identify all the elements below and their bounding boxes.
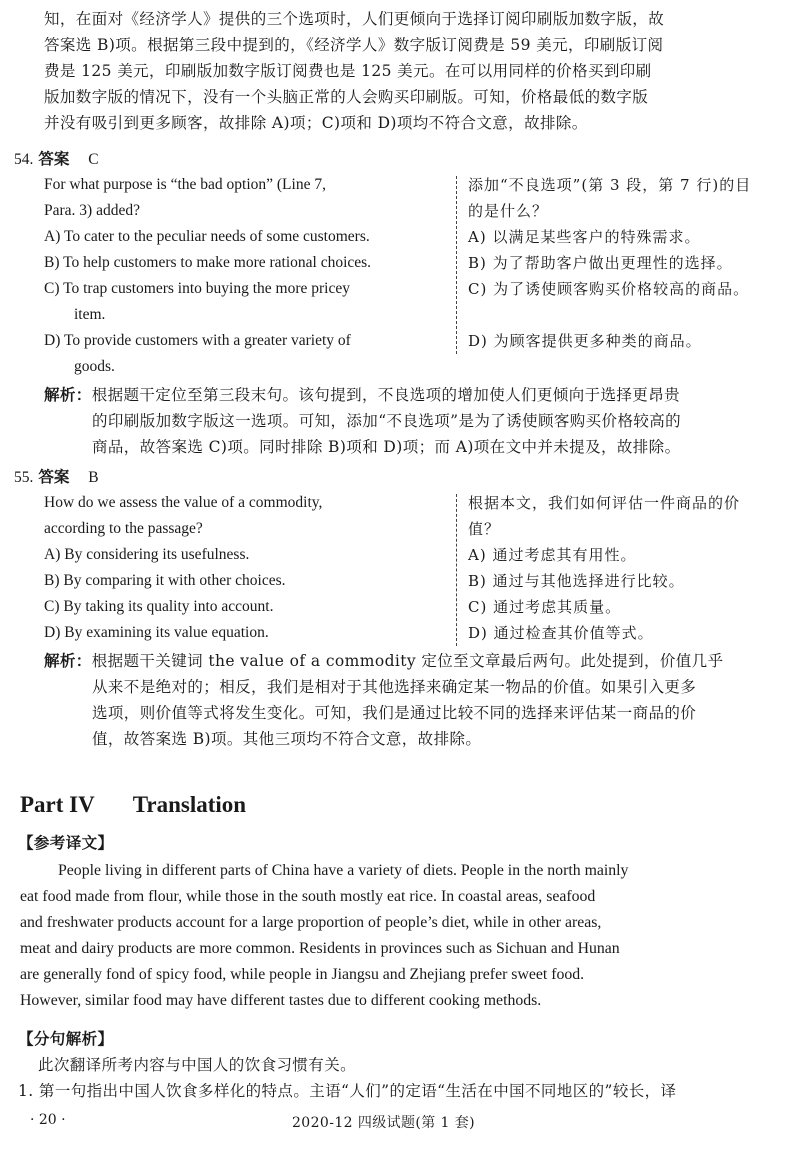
analysis-line: 值，故答案选 B)项。其他三项均不符合文意，故排除。 — [92, 730, 482, 748]
option-c: C) To trap customers into buying the more pricey — [44, 280, 350, 297]
sentence-item-1: 1. 第一句指出中国人饮食多样化的特点。主语“人们”的定语“生活在中国不同地区的”较长，译 — [18, 1082, 677, 1100]
column-divider — [456, 176, 457, 354]
analysis-label: 解析： — [44, 385, 92, 404]
top-paragraph-line: 版加数字版的情况下，没有一个头脑正常的人会购买印刷版。可知，价格最低的数字版 — [44, 88, 649, 106]
option-b: B) To help customers to make more rational choices. — [44, 254, 372, 271]
question-stem-line-cn: 添加“不良选项”(第 3 段，第 7 行)的目 — [468, 176, 752, 194]
question-54-english — [44, 172, 452, 380]
option-d-cn: D) 通过检查其价值等式。 — [468, 624, 654, 642]
option-b: B) By comparing it with other choices. — [44, 572, 286, 589]
answer-value: C — [88, 151, 99, 168]
option-c-cn: C) 为了诱使顾客购买价格较高的商品。 — [468, 280, 750, 298]
question-stem-line: according to the passage? — [44, 520, 203, 537]
option-a: A) To cater to the peculiar needs of some customers. — [44, 228, 370, 245]
analysis-line: 的印刷版加数字版这一选项。可知，添加“不良选项”是为了诱使顾客购买价格较高的 — [92, 412, 682, 430]
question-stem-line-cn: 的是什么？ — [468, 202, 549, 220]
question-stem-line-cn: 根据本文，我们如何评估一件商品的价 — [468, 494, 741, 512]
answer-label: 答案 — [38, 149, 70, 168]
top-paragraph-line: 知，在面对《经济学人》提供的三个选项时，人们更倾向于选择订阅印刷版加数字版，故 — [44, 10, 665, 28]
top-paragraph-line: 费是 125 美元，印刷版加数字版订阅费也是 125 美元。在可以用同样的价格买到印刷 — [44, 62, 652, 80]
page-number: · 20 · — [30, 1112, 66, 1128]
question-stem-line-cn: 值？ — [468, 520, 501, 538]
question-stem-line: Para. 3) added? — [44, 202, 140, 219]
translation-line: People living in different parts of China have a variety of diets. People in the north mainly — [58, 862, 629, 879]
question-55-english — [44, 490, 452, 646]
reference-translation — [20, 858, 786, 1014]
option-a-cn: A) 以满足某些客户的特殊需求。 — [468, 228, 701, 246]
question-55-chinese — [468, 490, 788, 646]
analysis-line: 根据题干关键词 the value of a commodity 定位至文章最后两句。此处提到，价值几乎 — [91, 652, 724, 670]
answer-value: B — [88, 469, 99, 486]
sentence-intro: 此次翻译所考内容与中国人的饮食习惯有关。 — [38, 1056, 357, 1074]
option-d: D) To provide customers with a greater variety of — [44, 332, 351, 349]
option-d-continued: goods. — [74, 358, 115, 375]
option-b-cn: B) 为了帮助客户做出更理性的选择。 — [468, 254, 733, 272]
answer-55 — [14, 464, 99, 491]
question-stem-line: How do we assess the value of a commodity, — [44, 494, 323, 511]
answer-54 — [14, 146, 99, 173]
option-c-continued: item. — [74, 306, 106, 323]
option-b-cn: B) 通过与其他选择进行比较。 — [468, 572, 685, 590]
blank-line — [468, 302, 788, 328]
column-divider — [456, 494, 457, 646]
exam-title: 2020-12 四级试题(第 1 套) — [292, 1115, 475, 1131]
option-d-cn: D) 为顾客提供更多种类的商品。 — [468, 332, 702, 350]
question-number: 55. — [14, 469, 34, 486]
analysis-line: 商品，故答案选 C)项。同时排除 B)项和 D)项；而 A)项在文中并未提及，故排除。 — [92, 438, 681, 456]
option-c-cn: C) 通过考虑其质量。 — [468, 598, 622, 616]
analysis-line: 选项，则价值等式将发生变化。可知，我们是通过比较不同的选择来评估某一商品的价 — [92, 704, 697, 722]
translation-line: eat food made from flour, while those in the south mostly eat rice. In coastal areas, seafood — [20, 888, 596, 905]
sentence-analysis-heading: 【分句解析】 — [18, 1029, 114, 1048]
top-paragraph-line: 答案选 B)项。根据第三段中提到的，《经济学人》数字版订阅费是 59 美元，印刷版订阅 — [44, 36, 664, 54]
question-stem-line: For what purpose is “the bad option” (Line 7, — [44, 176, 326, 193]
question-55-block — [44, 490, 784, 648]
question-number: 54. — [14, 151, 34, 168]
translation-line: However, similar food may have different tastes due to different cooking methods. — [20, 992, 542, 1009]
part-title: Translation — [132, 792, 247, 817]
analysis-55 — [44, 648, 788, 752]
option-c: C) By taking its quality into account. — [44, 598, 274, 615]
translation-line: meat and dairy products are more common. Residents in provinces such as Sichuan and Hunan — [20, 940, 620, 957]
translation-line: are generally fond of spicy food, while people in Jiangsu and Zhejiang prefer sweet food. — [20, 966, 585, 983]
top-paragraph — [44, 6, 788, 136]
question-54-chinese — [468, 172, 788, 354]
analysis-label: 解析： — [44, 651, 92, 670]
part-label: Part IV — [20, 792, 95, 817]
option-a-cn: A) 通过考虑其有用性。 — [468, 546, 637, 564]
translation-line: and freshwater products account for a large proportion of people’s diet, while in other areas, — [20, 914, 602, 931]
analysis-line: 从来不是绝对的；相反，我们是相对于其他选择来确定某一物品的价值。如果引入更多 — [92, 678, 697, 696]
option-a: A) By considering its usefulness. — [44, 546, 250, 563]
section-heading — [20, 792, 246, 818]
analysis-line: 根据题干定位至第三段末句。该句提到，不良选项的增加使人们更倾向于选择更昂贵 — [91, 386, 681, 404]
top-paragraph-line: 并没有吸引到更多顾客，故排除 A)项；C)项和 D)项均不符合文意，故排除。 — [44, 114, 588, 132]
analysis-54 — [44, 382, 788, 460]
option-d: D) By examining its value equation. — [44, 624, 269, 641]
reference-heading: 【参考译文】 — [18, 833, 114, 852]
question-54-block — [44, 172, 784, 382]
answer-label: 答案 — [38, 467, 70, 486]
